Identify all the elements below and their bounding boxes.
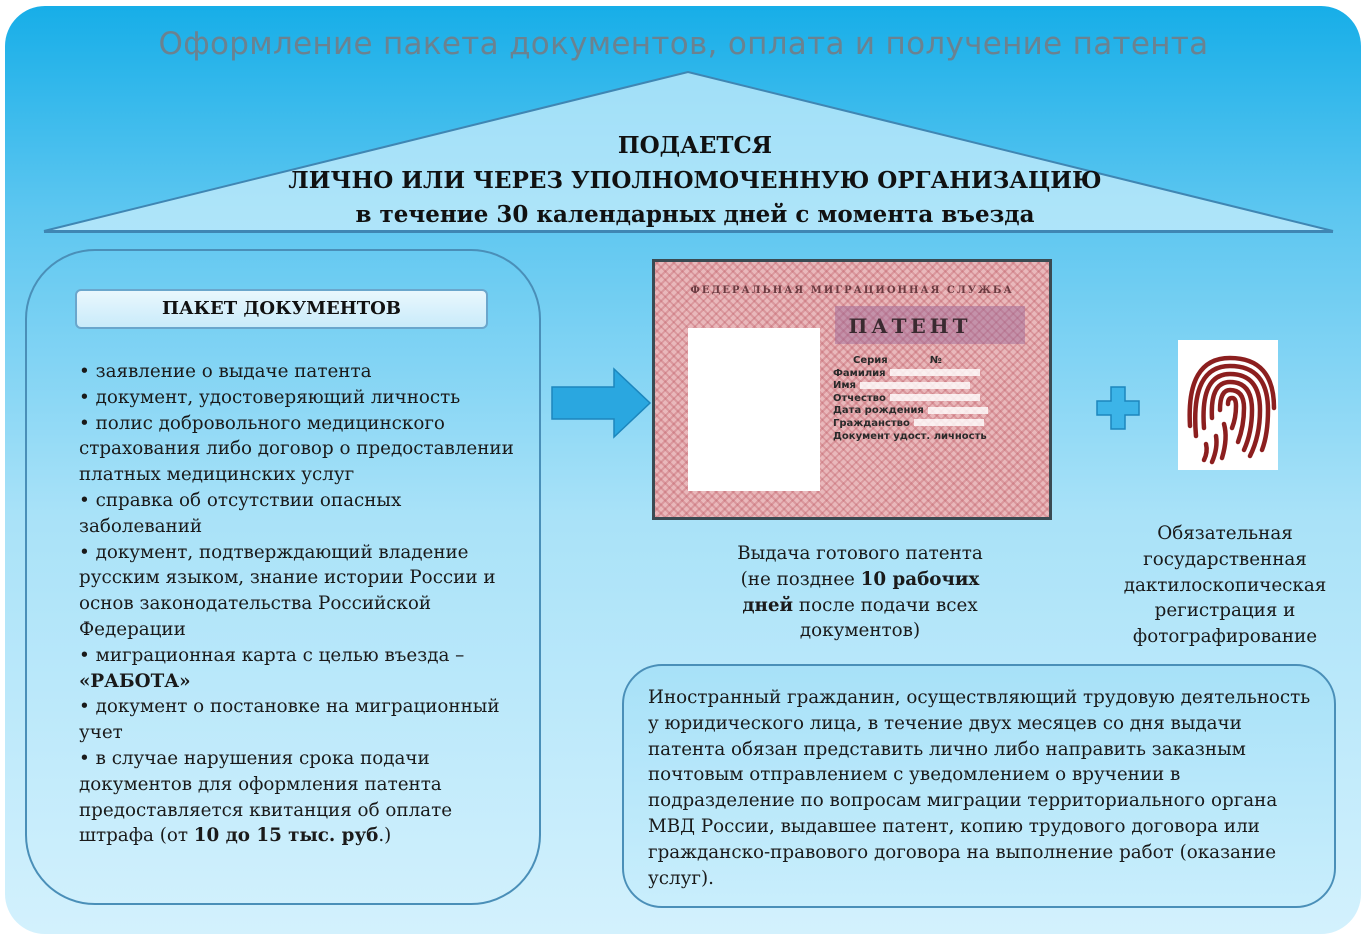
list-item	[79, 746, 519, 849]
field-label: Документ удост. личность	[833, 430, 987, 442]
photo-placeholder	[688, 328, 820, 491]
documents-heading: ПАКЕТ ДОКУМЕНТОВ	[75, 289, 488, 329]
plus-icon	[1095, 385, 1141, 431]
arrow-right-icon	[550, 367, 652, 439]
fingerprint-image	[1178, 340, 1278, 470]
list-item-end: .)	[378, 825, 392, 847]
patent-caption	[720, 541, 1000, 644]
field-label: Имя	[833, 380, 856, 392]
list-item: • документ, подтверждающий владение русским языком, знание истории России и основ законодательства Российской Федерации	[79, 541, 496, 640]
list-item: • справка об отсутствии опасных заболеваний	[79, 489, 402, 537]
field-label: Фамилия	[833, 367, 886, 379]
field-label: Отчество	[833, 392, 886, 404]
patent-field	[833, 355, 1043, 368]
note-text: Иностранный гражданин, осуществляющий трудовую деятельность у юридического лица, в течение двух месяцев со дня выдачи патента обязан представить лично либо направить заказным почтовым отправлением с уведомлением о вручении в подразделение по вопросам миграции территориального органа МВД России, выдавшее патент, копию трудового договора или гражданско-правового договора на выполнение работ (оказание услуг).	[648, 687, 1311, 889]
patent-fields	[833, 355, 1043, 443]
patent-title: ПАТЕНТ	[848, 314, 972, 338]
roof-line-3: в течение 30 календарных дней с момента въезда	[355, 201, 1035, 228]
field-label: Серия	[853, 355, 888, 366]
list-item: • документ, удостоверяющий личность	[79, 386, 461, 408]
fingerprint-caption: Обязательная государственная дактилоскопическая регистрация и фотографирование	[1123, 523, 1327, 648]
list-item-bold: 10 до 15 тыс. руб	[193, 825, 379, 847]
roof-line-1: ПОДАЕТСЯ	[617, 132, 773, 159]
patent-card-image	[652, 259, 1052, 520]
patent-field	[833, 418, 1043, 431]
patent-field	[833, 405, 1043, 418]
list-item: • полис добровольного медицинского страхования либо договор о предоставлении платных медицинских услуг	[79, 412, 514, 486]
patent-field	[833, 368, 1043, 381]
patent-field	[833, 380, 1043, 393]
roof-line-2: ЛИЧНО ИЛИ ЧЕРЕЗ УПОЛНОМОЧЕННУЮ ОРГАНИЗАЦИЮ	[288, 167, 1102, 194]
list-item-text: • миграционная карта с целью въезда –	[79, 644, 465, 666]
caption-text-end: после подачи всех документов)	[793, 594, 978, 642]
field-label: Дата рождения	[833, 405, 924, 417]
list-item: • заявление о выдаче патента	[79, 361, 372, 382]
patent-field	[833, 393, 1043, 406]
caption-text: Выдача готового патента (не позднее	[737, 543, 983, 590]
documents-list	[79, 359, 519, 849]
field-label: №	[929, 355, 942, 366]
page-title: Оформление пакета документов, оплата и получение патента	[158, 26, 1209, 62]
patent-field	[833, 431, 1043, 444]
list-item: • документ о постановке на миграционный учет	[79, 696, 500, 744]
list-item-bold: «РАБОТА»	[79, 670, 191, 692]
list-item-text: • в случае нарушения срока подачи документов для оформления патента предоставляется квитанция об оплате штрафа (от	[79, 747, 453, 847]
list-item	[79, 643, 519, 695]
caption-bold: 10 рабочих дней	[742, 568, 980, 616]
fingerprint-icon	[1178, 340, 1278, 470]
patent-agency: ФЕДЕРАЛЬНАЯ МИГРАЦИОННАЯ СЛУЖБА	[690, 285, 1014, 296]
field-label: Гражданство	[833, 417, 910, 429]
